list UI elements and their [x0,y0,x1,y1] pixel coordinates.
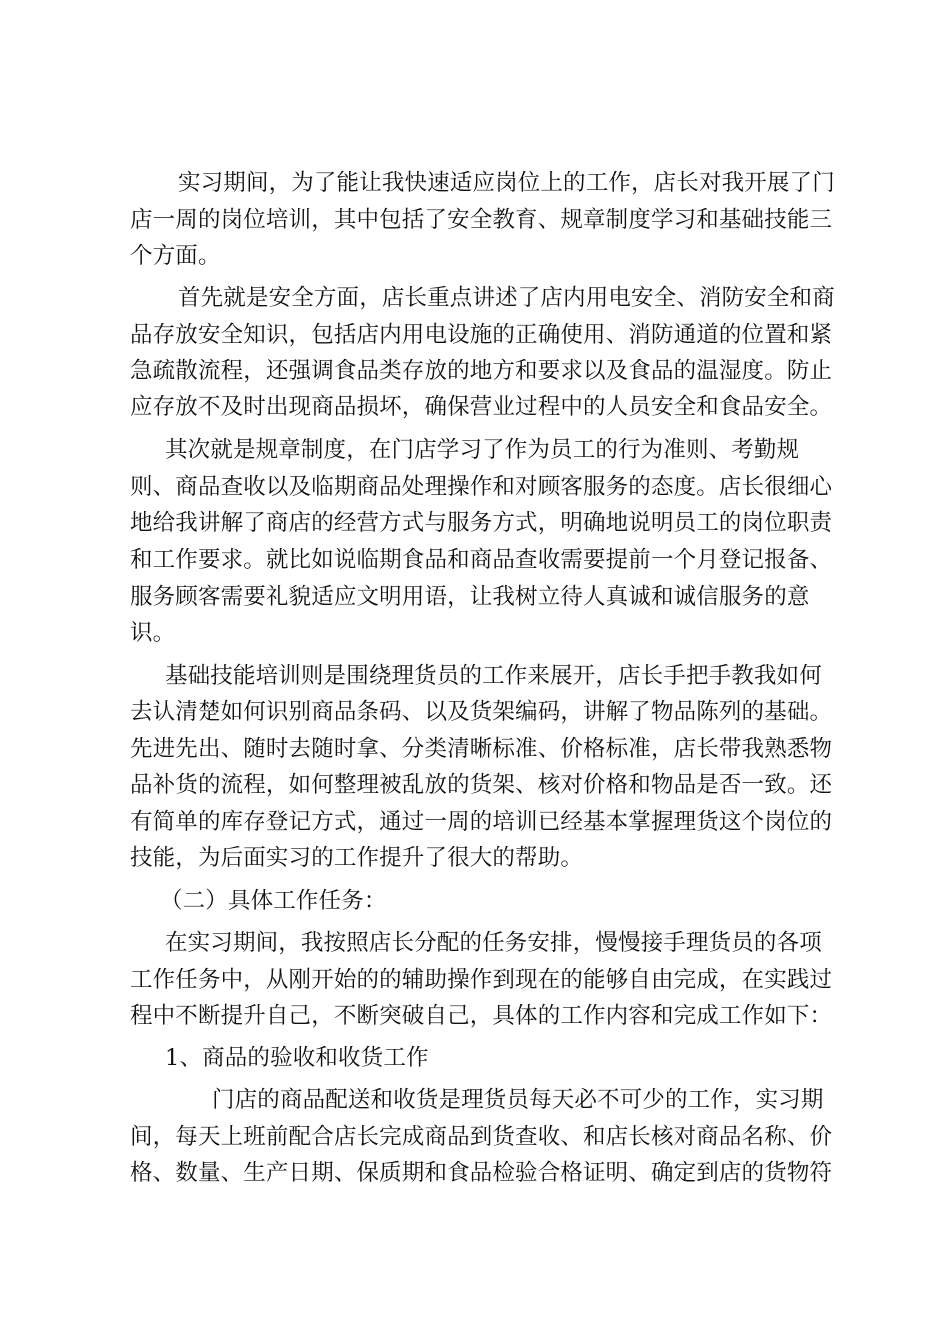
paragraph-3-line-6: 识。 [130,620,176,646]
paragraph-1-line-2: 店一周的岗位培训，其中包括了安全教育、规章制度学习和基础技能三 [130,207,833,233]
paragraph-5-line-1: 在实习期间，我按照店长分配的任务安排，慢慢接手理货员的各项 [165,930,822,956]
paragraph-1-line-1: 实习期间，为了能让我快速适应岗位上的工作，店长对我开展了门 [178,170,835,196]
paragraph-3-line-1: 其次就是规章制度，在门店学习了作为员工的行为准则、考勤规 [165,437,800,463]
paragraph-3-line-5: 服务顾客需要礼貌适应文明用语，让我树立待人真诚和诚信服务的意 [130,584,810,610]
paragraph-2-line-4: 应存放不及时出现商品损坏，确保营业过程中的人员安全和食品安全。 [130,394,833,420]
paragraph-2-line-2: 品存放安全知识，包括店内用电设施的正确使用、消防通道的位置和紧 [130,322,833,348]
paragraph-4-line-2: 去认清楚如何识别商品条码、以及货架编码，讲解了物品陈列的基础。 [130,699,833,725]
paragraph-6-line-3: 格、数量、生产日期、保质期和食品检验合格证明、确定到店的货物符 [130,1160,833,1186]
paragraph-4-line-4: 品补货的流程，如何整理被乱放的货架、核对价格和物品是否一致。还 [130,772,833,798]
paragraph-6-line-1: 门店的商品配送和收货是理货员每天必不可少的工作，实习期 [212,1087,824,1113]
paragraph-4-line-1: 基础技能培训则是围绕理货员的工作来展开，店长手把手教我如何 [165,663,822,689]
subsection-heading: 1、商品的验收和收货工作 [165,1045,429,1071]
paragraph-2-line-3: 急疏散流程，还强调食品类存放的地方和要求以及食品的温湿度。防止 [130,358,833,384]
paragraph-2-line-1: 首先就是安全方面，店长重点讲述了店内用电安全、消防安全和商 [178,285,835,311]
paragraph-5-line-3: 程中不断提升自己，不断突破自己，具体的工作内容和完成工作如下： [130,1003,833,1029]
paragraph-4-line-6: 技能，为后面实习的工作提升了很大的帮助。 [130,845,584,871]
paragraph-5-line-2: 工作任务中，从刚开始的的辅助操作到现在的能够自由完成，在实践过 [130,967,833,993]
section-heading: （二）具体工作任务： [160,888,387,914]
paragraph-3-line-4: 和工作要求。就比如说临期食品和商品查收需要提前一个月登记报备、 [130,547,833,573]
paragraph-4-line-3: 先进先出、随时去随时拿、分类清晰标准、价格标准，店长带我熟悉物 [130,736,833,762]
paragraph-4-line-5: 有简单的库存登记方式，通过一周的培训已经基本掌握理货这个岗位的 [130,809,833,835]
paragraph-3-line-2: 则、商品查收以及临期商品处理操作和对顾客服务的态度。店长很细心 [130,474,833,500]
paragraph-6-line-2: 间，每天上班前配合店长完成商品到货查收、和店长核对商品名称、价 [130,1124,833,1150]
paragraph-1-line-3: 个方面。 [130,243,221,269]
paragraph-3-line-3: 地给我讲解了商店的经营方式与服务方式，明确地说明员工的岗位职责 [130,510,833,536]
